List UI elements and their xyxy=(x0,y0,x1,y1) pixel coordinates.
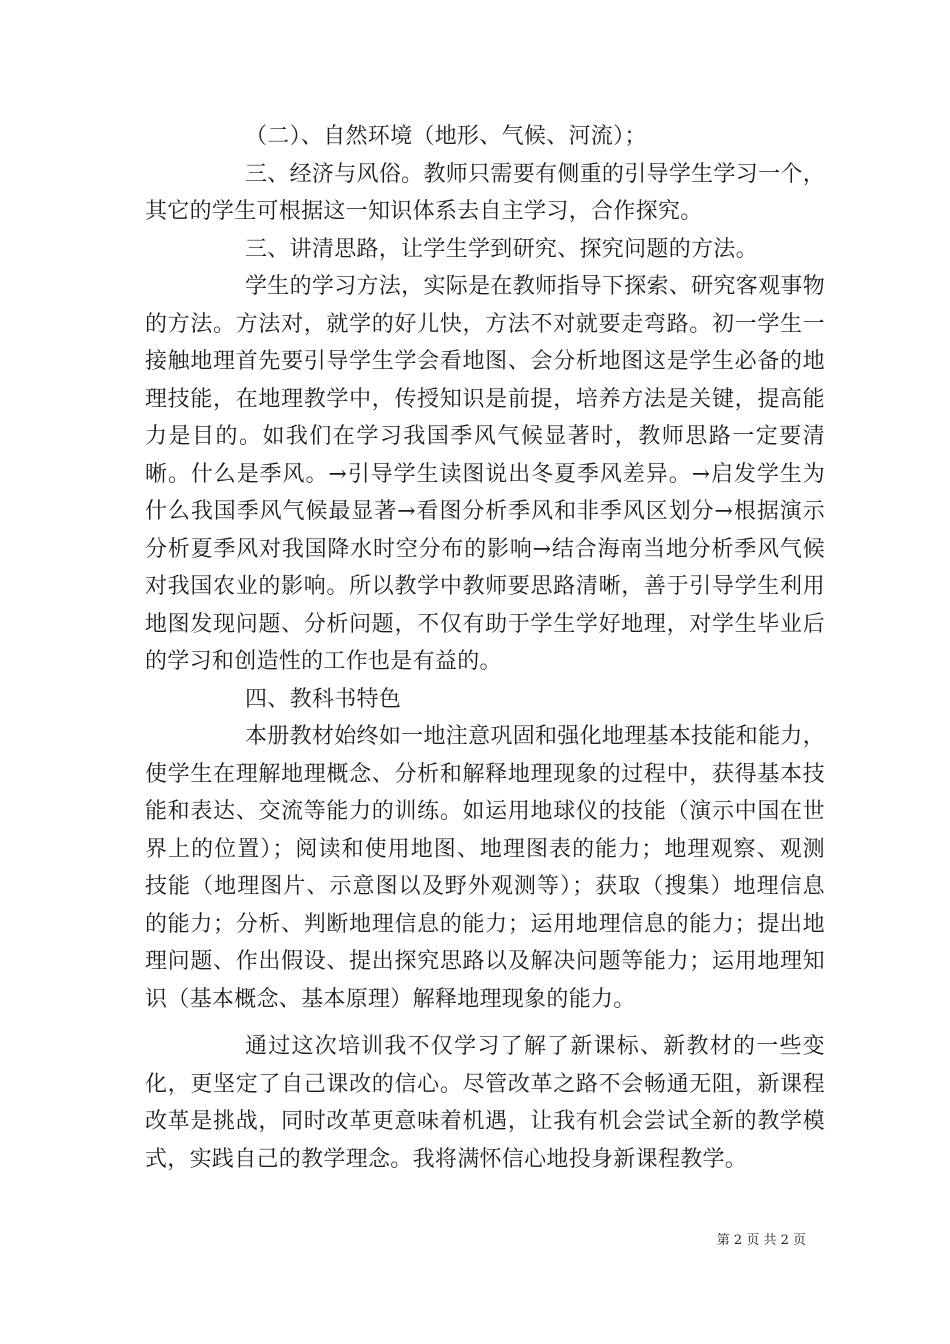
paragraph-learning-methods: 学生的学习方法，实际是在教师指导下探索、研究客观事物的方法。方法对，就学的好儿快，方法不对就要走弯路。初一学生一接触地理首先要引导学生学会看地图、会分析地图这是学生必备的地理技能，在地理教学中，传授知识是前提，培养方法是关键，提高能力是目的。如我们在学习我国季风气候显著时，教师思路一定要清晰。什么是季风。→引导学生读图说出冬夏季风差异。→启发学生为什么我国季风气候最显著→看图分析季风和非季风区划分→根据演示分析夏季风对我国降水时空分布的影响→结合海南当地分析季风气候对我国农业的影响。所以教学中教师要思路清晰，善于引导学生利用地图发现问题、分析问题，不仅有助于学生学好地理，对学生毕业后的学习和创造性的工作也是有益的。 xyxy=(145,274,825,674)
page-number: 第 2 页 共 2 页 xyxy=(716,1233,806,1248)
paragraph-economy-customs: 三、经济与风俗。教师只需要有侧重的引导学生学习一个，其它的学生可根据这一知识体系去自主学习，合作探究。 xyxy=(145,161,825,224)
paragraph-natural-environment: （二）、自然环境（地形、气候、河流）； xyxy=(245,124,647,149)
paragraph-clear-thinking-heading: 三、讲清思路，让学生学到研究、探究问题的方法。 xyxy=(245,236,758,262)
document-body xyxy=(145,118,825,1178)
paragraph-textbook-features: 本册教材始终如一地注意巩固和强化地理基本技能和能力，使学生在理解地理概念、分析和解释地理现象的过程中，获得基本技能和表达、交流等能力的训练。如运用地球仪的技能（演示中国在世界上的位置）；阅读和使用地图、地理图表的能力；地理观察、观测技能（地理图片、示意图以及野外观测等）；获取（搜集）地理信息的能力；分析、判断地理信息的能力；运用地理信息的能力；提出地理问题、作出假设、提出探究思路以及解决问题等能力；运用地理知识（基本概念、基本原理）解释地理现象的能力。 xyxy=(145,724,825,1012)
paragraph-textbook-features-heading: 四、教科书特色 xyxy=(245,686,402,712)
paragraph-conclusion: 通过这次培训我不仅学习了解了新课标、新教材的一些变化，更坚定了自己课改的信心。尽管改革之路不会畅通无阻，新课程改革是挑战，同时改革更意味着机遇，让我有机会尝试全新的教学模式，实践自己的教学理念。我将满怀信心地投身新课程教学。 xyxy=(145,1034,825,1172)
